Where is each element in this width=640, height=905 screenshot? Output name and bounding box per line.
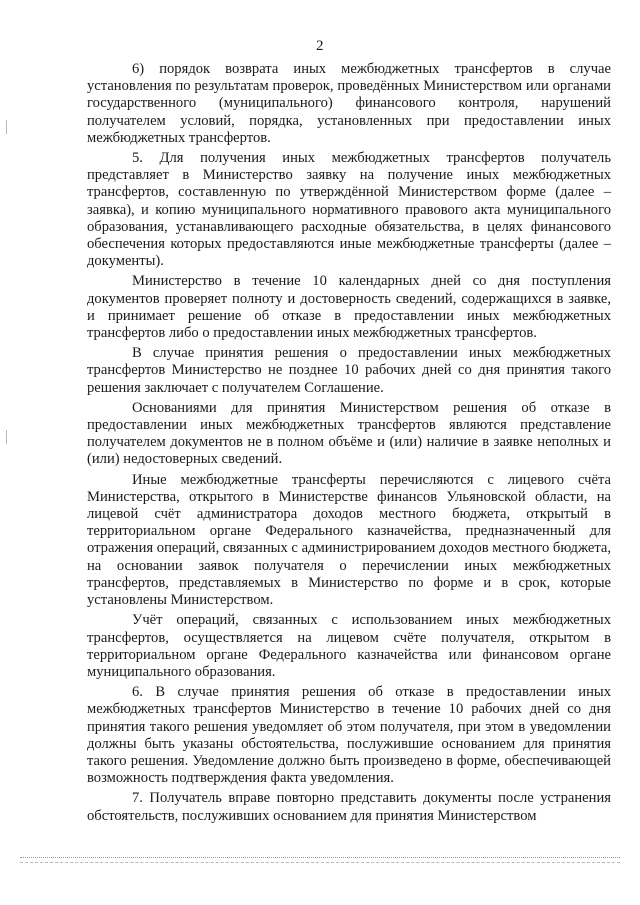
document-body <box>87 61 611 825</box>
page-number: 2 <box>316 38 324 54</box>
paragraph: Министерство в течение 10 календарных дней со дня поступления документов проверяет полноту и достоверность сведений, содержащихся в заявке, и принимает решение об отказе в предоставлении иных межбюджетных трансфертов либо о предоставлении иных межбюджетных трансфертов. <box>87 273 611 342</box>
paragraph: В случае принятия решения о предоставлении иных межбюджетных трансфертов Министерство не позднее 10 рабочих дней со дня принятия такого решения заключает с получателем Соглашение. <box>87 345 611 396</box>
paragraph: 6. В случае принятия решения об отказе в предоставлении иных межбюджетных трансфертов Министерство в течение 10 рабочих дней со дня принятия такого решения уведомляет об этом получателя, при этом в уведомлении должны быть указаны обстоятельства, послужившие основанием для принятия такого решения. Уведомление должно быть произведено в форме, обеспечивающей возможность подтверждения факта уведомления. <box>87 684 611 787</box>
scan-cut-line <box>20 857 620 863</box>
paragraph: Иные межбюджетные трансферты перечисляются с лицевого счёта Министерства, открытого в Министерстве финансов Ульяновской области, на лицевой счёт администратора доходов местного бюджета, открытый в территориальном органе Федерального казначейства, предназначенный для отражения операций, связанных с администрированием доходов местного бюджета, на основании заявок получателя о перечислении иных межбюджетных трансфертов, представляемых в Министерство по форме и в срок, которые установлены Министерством. <box>87 471 611 609</box>
scan-margin-mark <box>6 120 7 134</box>
paragraph: Учёт операций, связанных с использованием иных межбюджетных трансфертов, осуществляется на лицевом счёте получателя, открытом в территориальном органе Федерального казначейства или финансовом органе муниципального образования. <box>87 612 611 680</box>
paragraph: 6) порядок возврата иных межбюджетных трансфертов в случае установления по результатам проверок, проведённых Министерством или органами государственного (муниципального) финансового контроля, нарушений получателем условий, порядка, установленных при предоставлении иных межбюджетных трансфертов. <box>87 61 611 146</box>
paragraph: 5. Для получения иных межбюджетных трансфертов получатель представляет в Министерство заявку на получение иных межбюджетных трансфертов, составленную по утверждённой Министерством форме (далее – заявка), и копию муниципального нормативного правового акта муниципального образования, устанавливающего расходные обязательства, в целях финансового обеспечения которых предоставляются иные межбюджетные трансферты (далее – документы). <box>87 150 611 270</box>
scan-margin-mark <box>6 430 7 444</box>
paragraph: 7. Получатель вправе повторно представить документы после устранения обстоятельств, послуживших основанием для принятия Министерством <box>87 790 611 824</box>
paragraph: Основаниями для принятия Министерством решения об отказе в предоставлении иных межбюджетных трансфертов являются представление получателем документов не в полном объёме и (или) наличие в заявке неполных и (или) недостоверных сведений. <box>87 399 611 468</box>
